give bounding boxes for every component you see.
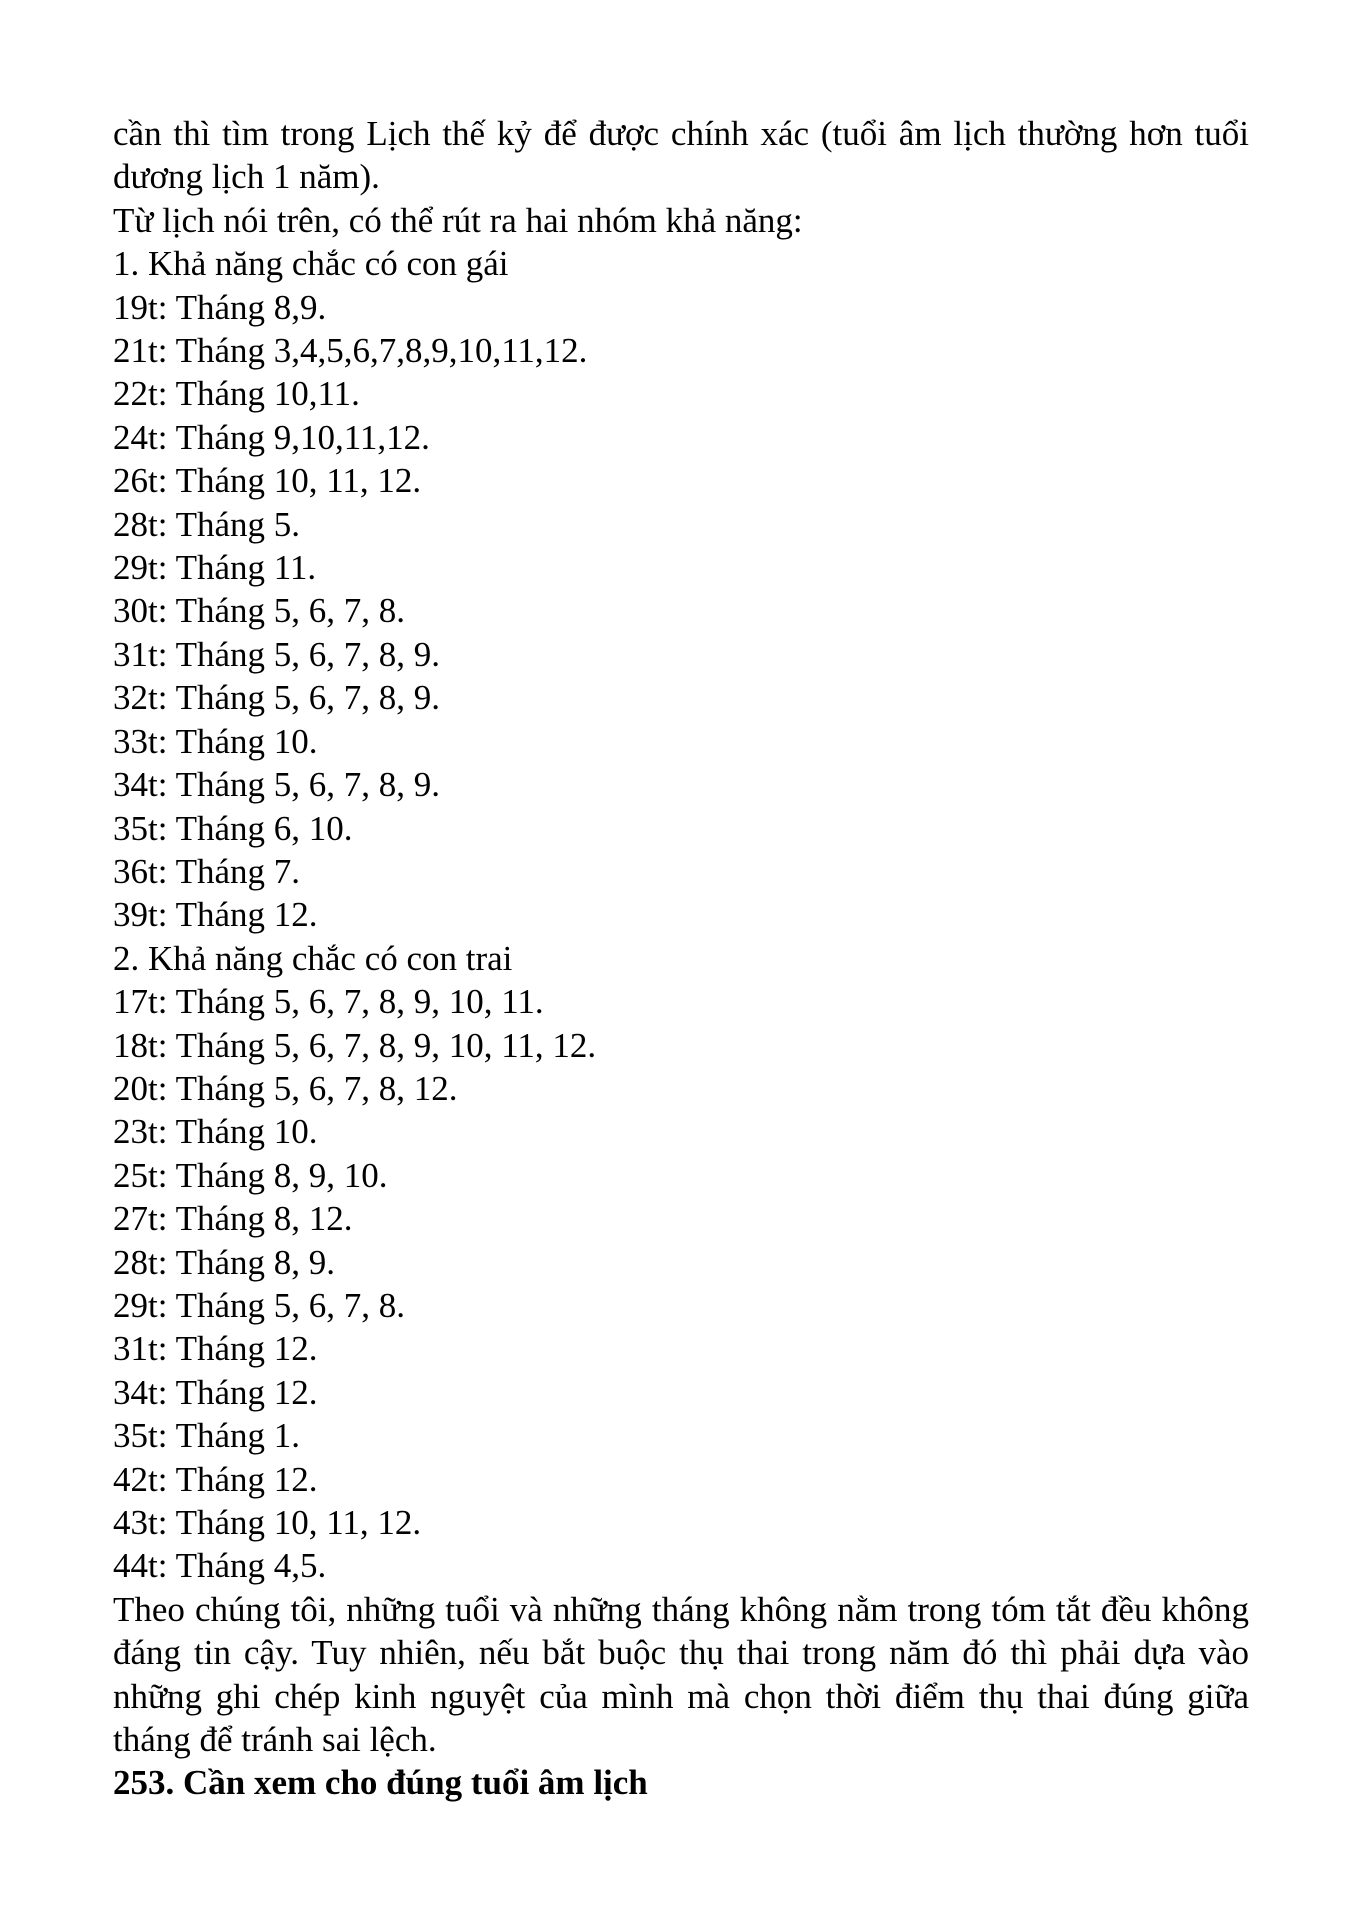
section-heading: 253. Cần xem cho đúng tuổi âm lịch bbox=[113, 1763, 648, 1803]
list-item: 18t: Tháng 5, 6, 7, 8, 9, 10, 11, 12. bbox=[113, 1025, 597, 1065]
list-item: 29t: Tháng 5, 6, 7, 8. bbox=[113, 1285, 405, 1325]
conclusion-paragraph: Theo chúng tôi, những tuổi và những tháng không nằm trong tóm tắt đều không đáng tin cậy. Tuy nhiên, nếu bắt buộc thụ thai trong năm đó thì phải dựa vào những ghi chép kinh nguyệt của mình mà chọn thời điểm thụ thai đúng giữa tháng để tránh sai lệch. bbox=[113, 1589, 1249, 1760]
list-item: 30t: Tháng 5, 6, 7, 8. bbox=[113, 591, 405, 631]
list-item: 27t: Tháng 8, 12. bbox=[113, 1199, 353, 1239]
list-item: 35t: Tháng 6, 10. bbox=[113, 808, 353, 848]
list-item: 31t: Tháng 5, 6, 7, 8, 9. bbox=[113, 634, 440, 674]
list-item: 31t: Tháng 12. bbox=[113, 1329, 318, 1369]
list-item: 23t: Tháng 10. bbox=[113, 1112, 318, 1152]
girl-group-list bbox=[113, 286, 1249, 937]
list-item: 28t: Tháng 5. bbox=[113, 504, 300, 544]
list-item: 43t: Tháng 10, 11, 12. bbox=[113, 1503, 422, 1542]
list-item: 32t: Tháng 5, 6, 7, 8, 9. bbox=[113, 678, 440, 718]
list-item: 39t: Tháng 12. bbox=[113, 895, 318, 935]
list-item: 20t: Tháng 5, 6, 7, 8, 12. bbox=[113, 1068, 458, 1108]
list-item: 17t: Tháng 5, 6, 7, 8, 9, 10, 11. bbox=[113, 982, 544, 1022]
list-item: 21t: Tháng 3,4,5,6,7,8,9,10,11,12. bbox=[113, 331, 588, 371]
list-item: 42t: Tháng 12. bbox=[113, 1459, 318, 1499]
list-item: 34t: Tháng 12. bbox=[113, 1372, 318, 1412]
list-item: 19t: Tháng 8,9. bbox=[113, 287, 327, 327]
list-item: 35t: Tháng 1. bbox=[113, 1416, 300, 1456]
list-item: 25t: Tháng 8, 9, 10. bbox=[113, 1155, 388, 1195]
boy-group-list bbox=[113, 980, 1249, 1588]
list-item: 24t: Tháng 9,10,11,12. bbox=[113, 417, 430, 457]
list-item: 22t: Tháng 10,11. bbox=[113, 374, 360, 414]
list-item: 29t: Tháng 11. bbox=[113, 548, 317, 588]
girl-group-title: 1. Khả năng chắc có con gái bbox=[113, 244, 509, 284]
list-item: 26t: Tháng 10, 11, 12. bbox=[113, 461, 422, 501]
intro-paragraph: cần thì tìm trong Lịch thế kỷ để được chính xác (tuổi âm lịch thường hơn tuổi dương lịch 1 năm). bbox=[113, 114, 1249, 197]
document-page bbox=[113, 112, 1249, 1805]
list-item: 28t: Tháng 8, 9. bbox=[113, 1242, 335, 1282]
list-item: 34t: Tháng 5, 6, 7, 8, 9. bbox=[113, 765, 440, 805]
list-item: 36t: Tháng 7. bbox=[113, 851, 300, 891]
list-item: 44t: Tháng 4,5. bbox=[113, 1546, 327, 1586]
groups-intro: Từ lịch nói trên, có thể rút ra hai nhóm khả năng: bbox=[113, 200, 803, 240]
boy-group-title: 2. Khả năng chắc có con trai bbox=[113, 938, 513, 978]
list-item: 33t: Tháng 10. bbox=[113, 721, 318, 761]
